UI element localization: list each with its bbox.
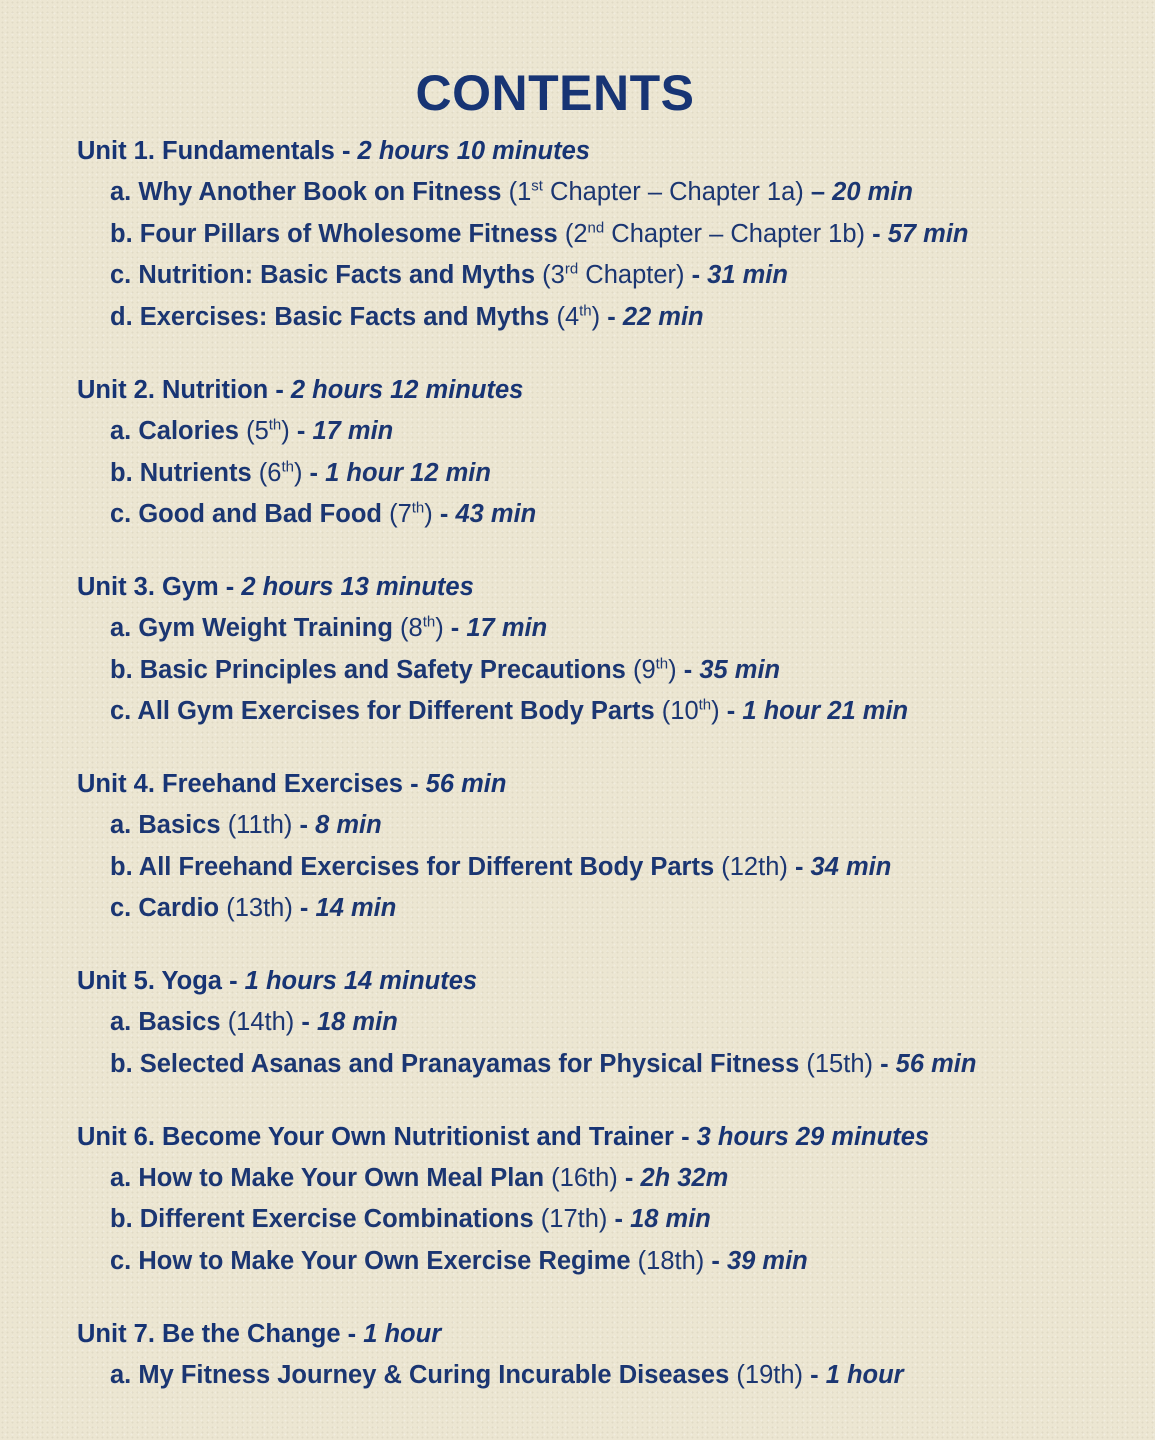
item-label: a. How to Make Your Own Meal Plan xyxy=(110,1163,545,1192)
chapter-ref xyxy=(541,1205,608,1233)
item-separator: - xyxy=(865,219,888,248)
item-duration: 18 min xyxy=(630,1205,711,1234)
item-separator: - xyxy=(676,655,700,684)
item-label: a. Gym Weight Training xyxy=(110,613,393,642)
unit-section xyxy=(77,566,1137,733)
chapter-ref xyxy=(551,1164,618,1192)
chapter-ref-number: (7 xyxy=(389,500,412,529)
unit-duration: 3 hours 29 minutes xyxy=(696,1122,930,1151)
chapter-ref-suffix: th xyxy=(422,613,436,631)
list-item xyxy=(77,411,1137,453)
chapter-ref-rest: Chapter – Chapter 1b) xyxy=(604,219,866,248)
item-duration: 39 min xyxy=(726,1246,808,1275)
unit-title: Unit 3. Gym xyxy=(77,572,219,601)
item-label: c. Good and Bad Food xyxy=(110,500,382,529)
chapter-ref-number: (4 xyxy=(556,303,580,332)
chapter-ref-suffix: nd xyxy=(587,219,605,237)
item-duration: 43 min xyxy=(455,500,537,529)
chapter-ref-rest: ) xyxy=(591,303,601,332)
item-separator: - xyxy=(684,261,708,290)
chapter-ref-rest: ) xyxy=(435,613,444,642)
list-item xyxy=(77,691,1137,733)
chapter-ref-number: (3 xyxy=(542,261,565,290)
item-duration: 2h 32m xyxy=(640,1163,729,1192)
unit-duration: 2 hours 10 minutes xyxy=(357,137,590,165)
item-label: c. Cardio xyxy=(110,894,220,923)
unit-heading xyxy=(77,369,1137,411)
page-title: CONTENTS xyxy=(415,64,695,121)
unit-title: Unit 7. Be the Change xyxy=(77,1319,341,1348)
unit-title: Unit 2. Nutrition xyxy=(77,375,269,404)
item-label: a. My Fitness Journey & Curing Incurable Diseases xyxy=(110,1360,730,1389)
chapter-ref-rest: Chapter – Chapter 1a) xyxy=(542,178,804,206)
item-separator: - xyxy=(719,697,743,726)
item-duration: 1 hour xyxy=(825,1360,904,1389)
chapter-ref xyxy=(542,261,684,289)
item-label: c. Nutrition: Basic Facts and Myths xyxy=(110,261,536,290)
chapter-ref-rest: ) xyxy=(281,416,290,445)
item-label: d. Exercises: Basic Facts and Myths xyxy=(110,303,550,332)
unit-duration: 1 hours 14 minutes xyxy=(244,967,478,996)
list-item xyxy=(77,214,1137,256)
item-duration: 56 min xyxy=(895,1049,977,1078)
item-separator: - xyxy=(432,500,456,529)
item-separator: - xyxy=(302,458,326,487)
unit-separator: - xyxy=(218,572,242,601)
chapter-ref-suffix: th xyxy=(655,655,669,673)
item-duration: 35 min xyxy=(699,655,781,684)
unit-title: Unit 4. Freehand Exercises xyxy=(77,770,403,799)
unit-heading xyxy=(77,763,1137,805)
list-item xyxy=(77,172,1137,214)
chapter-ref xyxy=(633,656,677,684)
unit-separator: - xyxy=(268,375,291,404)
contents-list xyxy=(77,130,1137,1426)
chapter-ref-suffix: th xyxy=(268,416,282,434)
list-item xyxy=(77,847,1137,889)
chapter-ref xyxy=(400,614,444,642)
chapter-ref-rest: ) xyxy=(424,500,433,529)
item-label: c. All Gym Exercises for Different Body Parts xyxy=(110,697,655,726)
list-item xyxy=(77,1044,1137,1086)
unit-section xyxy=(77,369,1137,536)
list-item xyxy=(77,1158,1137,1200)
item-duration: 17 min xyxy=(312,416,394,445)
chapter-ref-suffix: rd xyxy=(564,260,579,278)
chapter-ref-suffix: st xyxy=(531,177,543,195)
list-item xyxy=(77,255,1137,297)
chapter-ref xyxy=(228,1008,295,1036)
chapter-ref-number: (11th) xyxy=(227,811,293,840)
chapter-ref xyxy=(662,697,720,725)
chapter-ref-rest: ) xyxy=(293,458,303,487)
item-label: a. Why Another Book on Fitness xyxy=(110,178,502,206)
item-label: b. Different Exercise Combinations xyxy=(110,1205,534,1234)
unit-title: Unit 6. Become Your Own Nutritionist and Trainer xyxy=(77,1122,674,1151)
chapter-ref xyxy=(736,1361,803,1389)
item-separator: - xyxy=(607,1205,631,1234)
list-item xyxy=(77,297,1137,339)
list-item xyxy=(77,1241,1137,1283)
item-separator: - xyxy=(803,1360,826,1389)
item-label: b. Nutrients xyxy=(110,458,252,487)
item-duration: 17 min xyxy=(466,613,548,642)
item-duration: 1 hour 12 min xyxy=(325,458,491,487)
list-item xyxy=(77,1002,1137,1044)
chapter-ref-number: (13th) xyxy=(226,894,293,923)
unit-separator: - xyxy=(673,1122,697,1151)
item-label: a. Calories xyxy=(110,416,239,445)
chapter-ref xyxy=(389,500,433,528)
item-label: b. Four Pillars of Wholesome Fitness xyxy=(110,219,558,248)
chapter-ref-suffix: th xyxy=(579,302,592,320)
item-label: b. Selected Asanas and Pranayamas for Physical Fitness xyxy=(110,1049,800,1078)
unit-heading xyxy=(77,1116,1137,1158)
unit-title: Unit 1. Fundamentals xyxy=(77,137,335,165)
item-separator: - xyxy=(600,303,623,332)
item-duration: 20 min xyxy=(832,178,913,206)
chapter-ref xyxy=(721,853,788,881)
item-duration: 57 min xyxy=(887,219,969,248)
chapter-ref-number: (14th) xyxy=(227,1008,295,1037)
unit-heading xyxy=(77,960,1137,1002)
item-separator: - xyxy=(289,416,313,445)
unit-section xyxy=(77,1116,1137,1283)
unit-heading xyxy=(77,1313,1137,1355)
chapter-ref xyxy=(226,894,293,922)
item-duration: 1 hour 21 min xyxy=(742,697,909,726)
item-duration: 34 min xyxy=(810,852,892,881)
chapter-ref-number: (9 xyxy=(632,655,656,684)
unit-duration: 2 hours 12 minutes xyxy=(290,375,524,404)
chapter-ref xyxy=(228,811,293,839)
unit-duration: 56 min xyxy=(425,770,507,799)
chapter-ref-number: (19th) xyxy=(736,1360,804,1389)
item-duration: 18 min xyxy=(316,1008,398,1037)
chapter-ref xyxy=(246,417,290,445)
unit-heading xyxy=(77,130,1137,172)
item-separator: - xyxy=(873,1049,896,1078)
item-label: c. How to Make Your Own Exercise Regime xyxy=(110,1246,631,1275)
item-separator: - xyxy=(294,1008,317,1037)
item-duration: 14 min xyxy=(315,894,397,923)
item-label: a. Basics xyxy=(110,811,221,840)
unit-separator: - xyxy=(340,1319,364,1348)
chapter-ref xyxy=(638,1247,705,1275)
chapter-ref-rest: ) xyxy=(711,697,720,726)
chapter-ref-suffix: th xyxy=(411,499,425,517)
chapter-ref-number: (16th) xyxy=(551,1163,618,1192)
chapter-ref-number: (6 xyxy=(258,458,282,487)
item-label: b. All Freehand Exercises for Different Body Parts xyxy=(110,852,715,881)
chapter-ref xyxy=(509,178,804,206)
chapter-ref-rest: Chapter) xyxy=(578,261,685,290)
unit-section xyxy=(77,130,1137,339)
unit-duration: 2 hours 13 minutes xyxy=(241,572,474,601)
unit-section xyxy=(77,763,1137,930)
item-separator: - xyxy=(292,894,316,923)
item-separator: – xyxy=(803,178,833,206)
chapter-ref-suffix: th xyxy=(698,696,712,714)
chapter-ref xyxy=(259,459,303,487)
chapter-ref-number: (17th) xyxy=(540,1205,608,1234)
chapter-ref-number: (15th) xyxy=(806,1049,873,1078)
item-label: a. Basics xyxy=(110,1008,221,1037)
list-item xyxy=(77,494,1137,536)
list-item xyxy=(77,1355,1137,1397)
item-separator: - xyxy=(787,852,811,881)
chapter-ref xyxy=(806,1050,873,1078)
item-separator: - xyxy=(292,811,316,840)
item-separator: - xyxy=(704,1246,727,1275)
unit-duration: 1 hour xyxy=(363,1319,442,1348)
chapter-ref-number: (12th) xyxy=(721,852,788,881)
item-duration: 8 min xyxy=(315,811,382,840)
list-item xyxy=(77,453,1137,495)
item-label: b. Basic Principles and Safety Precautions xyxy=(110,655,626,684)
item-separator: - xyxy=(617,1163,641,1192)
chapter-ref-rest: ) xyxy=(668,655,677,684)
chapter-ref-suffix: th xyxy=(281,458,294,476)
chapter-ref xyxy=(556,303,600,331)
chapter-ref-number: (5 xyxy=(246,416,269,445)
item-duration: 31 min xyxy=(707,261,788,290)
chapter-ref-number: (18th) xyxy=(637,1246,705,1275)
unit-separator: - xyxy=(402,770,426,799)
unit-section xyxy=(77,960,1137,1085)
chapter-ref-number: (2 xyxy=(564,219,588,248)
unit-heading xyxy=(77,566,1137,608)
chapter-ref-number: (1 xyxy=(508,178,532,206)
unit-separator: - xyxy=(334,137,358,165)
chapter-ref-number: (8 xyxy=(400,613,423,642)
item-duration: 22 min xyxy=(622,303,704,332)
unit-title: Unit 5. Yoga xyxy=(77,967,222,996)
list-item xyxy=(77,1199,1137,1241)
list-item xyxy=(77,805,1137,847)
list-item xyxy=(77,650,1137,692)
unit-section xyxy=(77,1313,1137,1397)
unit-separator: - xyxy=(222,967,245,996)
item-separator: - xyxy=(443,613,467,642)
list-item xyxy=(77,608,1137,650)
list-item xyxy=(77,888,1137,930)
chapter-ref xyxy=(565,220,865,248)
chapter-ref-number: (10 xyxy=(661,697,699,726)
